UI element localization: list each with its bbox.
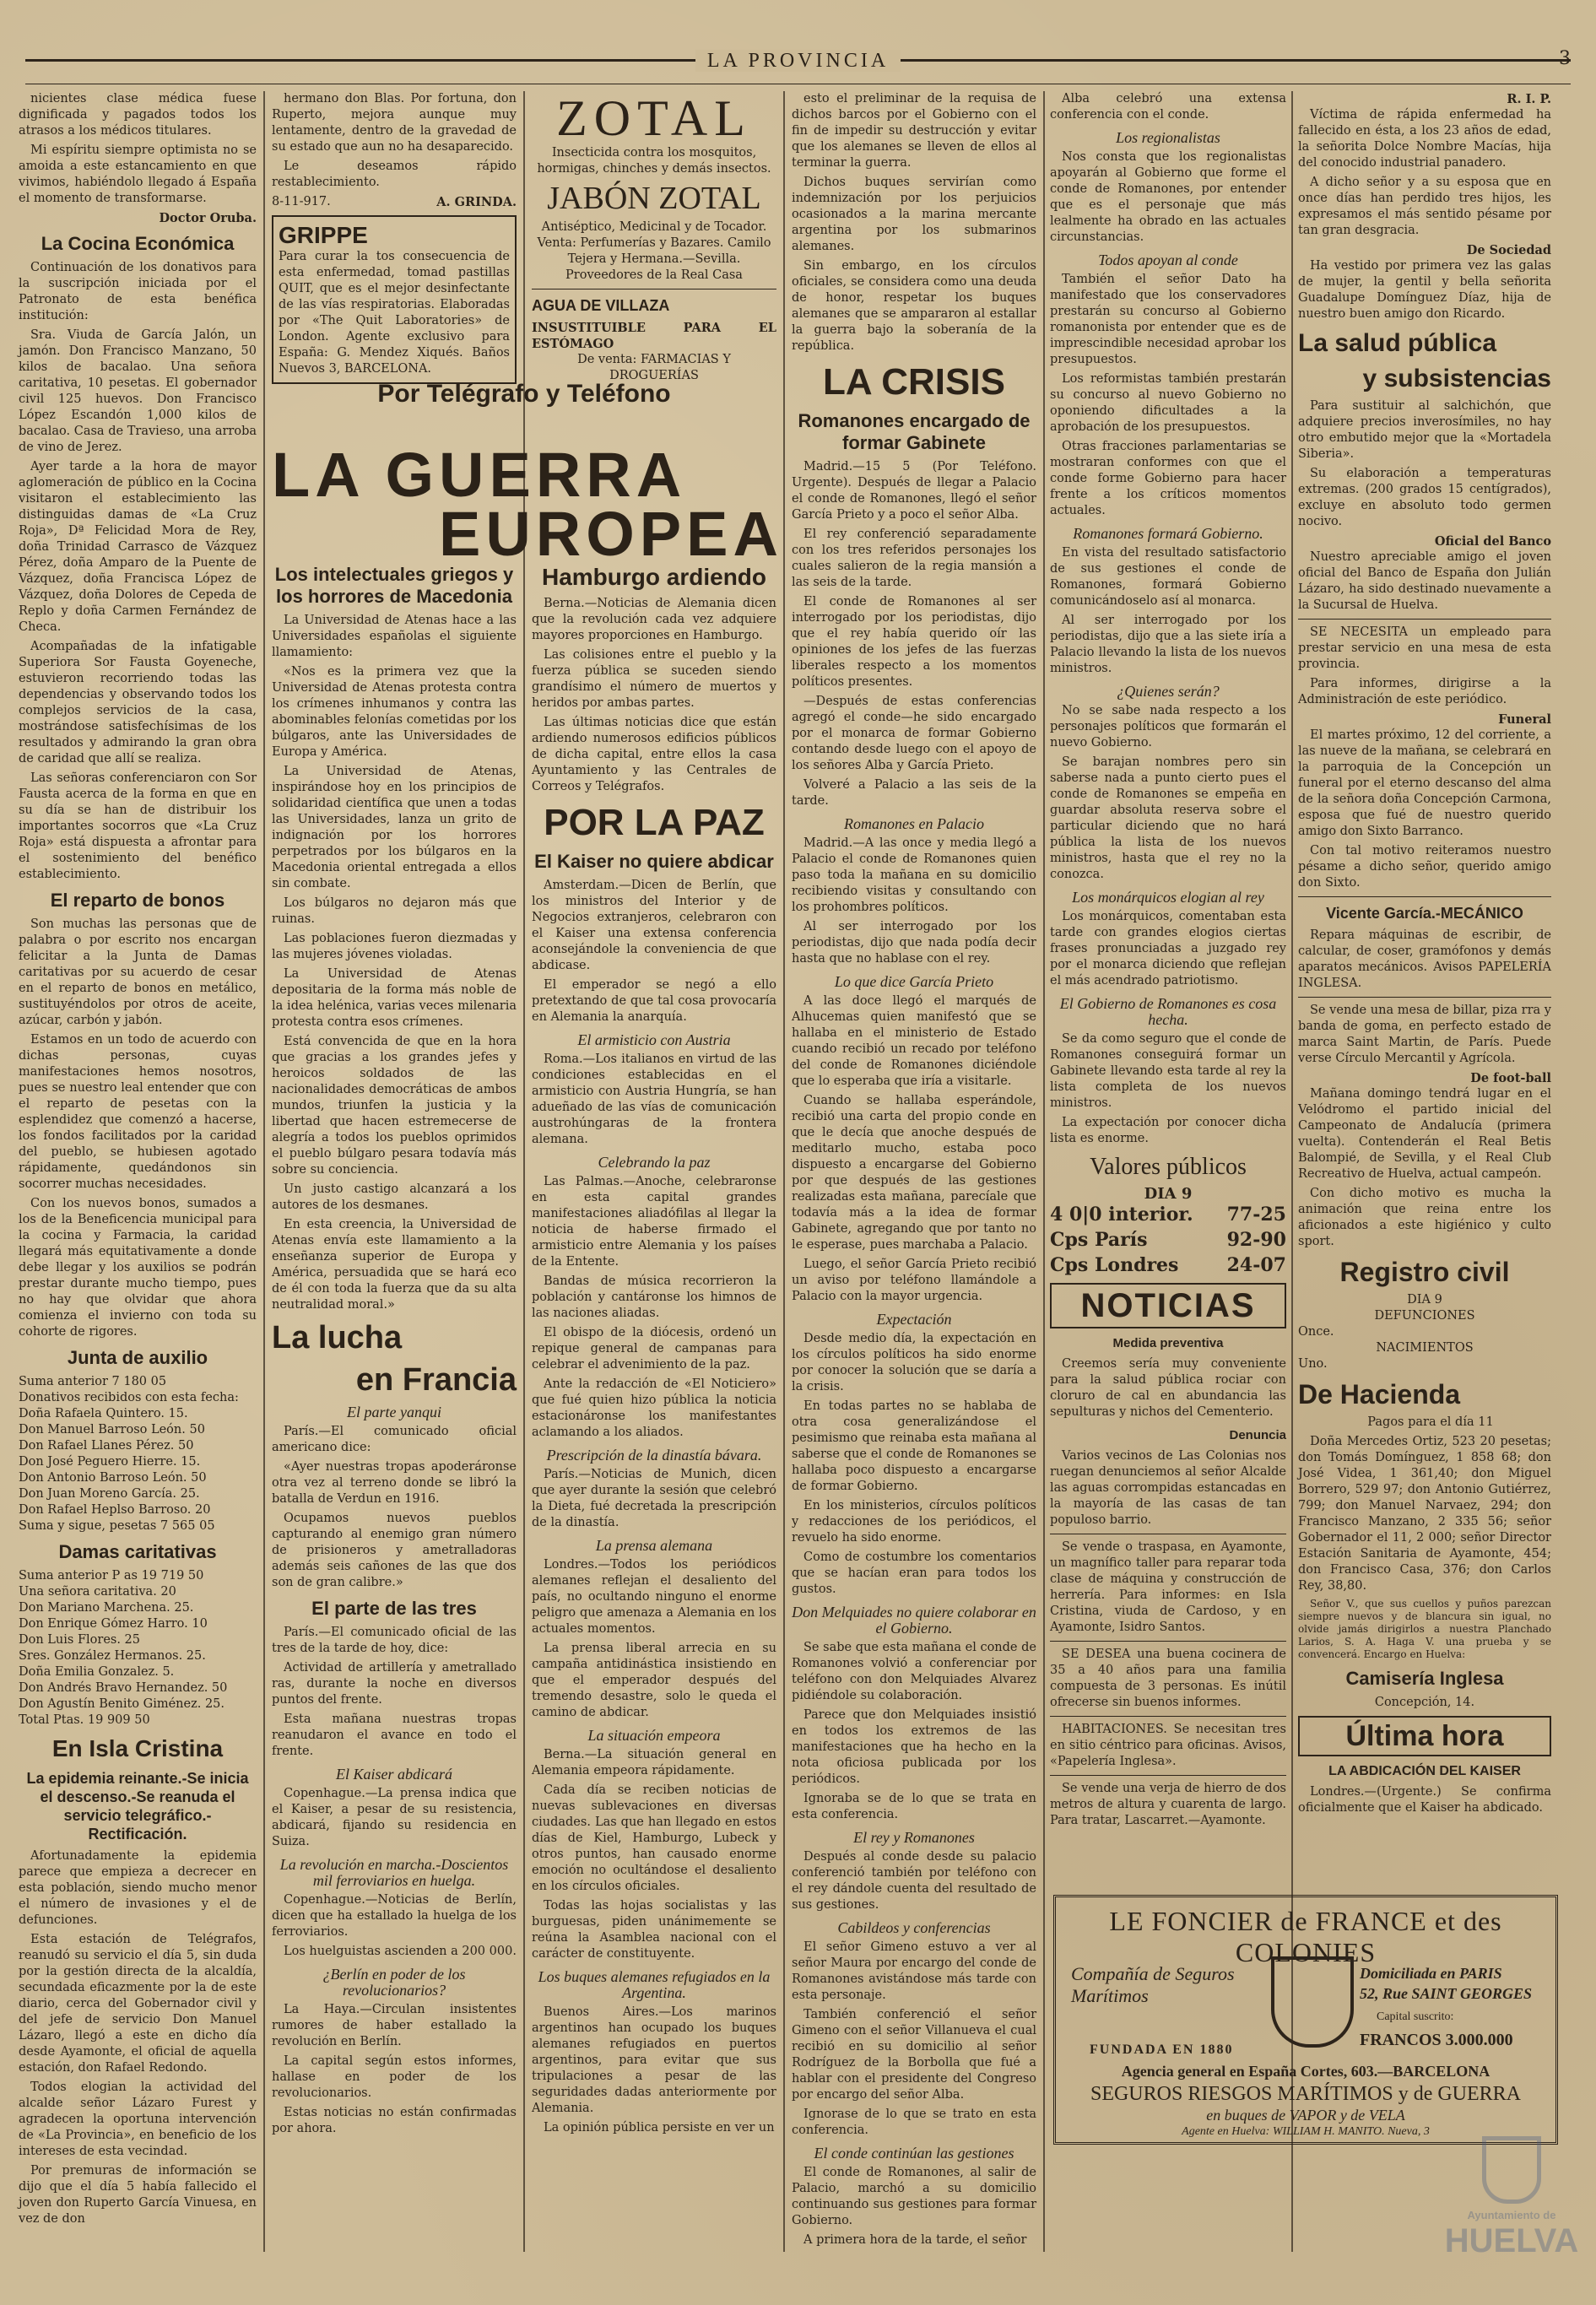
watermark-text: HUELVA xyxy=(1444,2222,1579,2259)
valores-title: Valores públicos xyxy=(1090,1154,1247,1180)
article-text: Por premuras de información se dijo que el día 5 había fallecido el joven don Ruperto García Vinuesa, en vez de don xyxy=(19,2164,257,2226)
date: 8-11-917. xyxy=(272,195,331,208)
article-text: Doña Mercedes Ortiz, 523 20 pesetas; don Tomás Domínguez, 1 858 68; don José Videa, 1 361,40; don Miguel Borrero, 529 97; don Antonio Gutiérrez, 799; don Manuel Narvaez, 294; don Francisco Manzano, 2 335 56; señor Gobernador el 11, 2 000; señor Director Estación Sanitaria de Ayamonte, 454; don Francisco Casa, 376; don Carlos Rey, 38,80. xyxy=(1298,1435,1551,1593)
article-text: Cada día se reciben noticias de nuevas sublevaciones en diversas ciudades. Las que han llegado en estos días de Kiel, Hamburgo, Lubeck y otros puntos, han causado enorme emoción no ocultándose el desaliento en los círculos oficiales. xyxy=(532,1783,776,1893)
list-item: Don Andrés Bravo Hernandez. 50 xyxy=(19,1681,228,1695)
ad-text: FUNDADA EN 1880 xyxy=(1090,2043,1234,2057)
subheadline: El armisticio con Austria xyxy=(577,1031,731,1048)
article-text: Mañana domingo tendrá lugar en el Velódromo el partido inicial del Campeonato de Andalucía (primera vuelta). Contenderán el Real Betis Balompié, de Sevilla, y el Real Club Recreativo de Huelva, actual campeón. xyxy=(1298,1087,1551,1181)
headline: Junta de auxilio xyxy=(67,1347,208,1368)
page-number: 3 xyxy=(1559,48,1571,69)
subheadline: ¿Berlín en poder de los revolucionarios? xyxy=(322,1966,466,1999)
article-text: Ocupamos nuevos pueblos capturando al enemigo gran número de prisioneros y ametralladoras además seis cañones de las que dos son de gran calibre.» xyxy=(272,1512,517,1589)
article-text: En todas partes no se hablaba de otra cosa generalizándose el pesimismo que reinaba esta mañana al saberse que el conde de Romanones se hallaba poco dispuesto a encargarse de formar Gobierno. xyxy=(792,1399,1036,1493)
article-text: Pagos para el día 11 xyxy=(1367,1415,1494,1429)
article-text: Nos consta que los regionalistas apoyarán al Gobierno que forme el conde de Romanones, por entender que es el personaje que más lealmente ha obrado en las actuales circunstancias. xyxy=(1050,150,1286,244)
classified-ad: Para informes, dirigirse a la Administración de este periódico. xyxy=(1298,677,1551,706)
ultima-hora-box xyxy=(1298,1716,1551,1756)
subheadline: La prensa alemana xyxy=(595,1537,713,1554)
article-text: Copenhague.—Noticias de Berlín, dicen que ha estallado la huelga de los ferroviarios. xyxy=(272,1893,517,1939)
headline: Oficial del Banco xyxy=(1434,534,1551,549)
subheadline: Romanones formará Gobierno. xyxy=(1073,525,1263,542)
article-text: Para sustituir al salchichón, que adquiere precios inverosímiles, no hay otro embutido mejor que la «Mortadela Siberia». xyxy=(1298,399,1551,461)
paper-name: LA PROVINCIA xyxy=(695,50,901,72)
article-text: Continuación de los donativos para la suscripción iniciada por el Patronato de esta benéfica institución: xyxy=(19,261,257,322)
article-text: Con dicho motivo es mucha la animación que reina entre los aficionados a este higiénico y culto sport. xyxy=(1298,1187,1551,1248)
article-text: Las señoras conferenciaron con Sor Fausta acerca de la forma en que en su día se han de distribuir los importantes socorros que «La Cruz Roja» está dispuesta a afrontar para el sostenimiento del benéfico establecimiento. xyxy=(19,771,257,881)
section-title: Por Telégrafo y Teléfono xyxy=(377,380,671,408)
column-rule xyxy=(1043,91,1045,2252)
subheadline: Cabildeos y conferencias xyxy=(837,1919,991,1936)
headline: Los intelectuales griegos y los horrores de Macedonia xyxy=(274,564,514,607)
article-text: Los huelguistas ascienden a 200 000. xyxy=(284,1945,517,1958)
headline: Camisería Inglesa xyxy=(1345,1668,1504,1689)
article-text: Varios vecinos de Las Colonias nos ruegan denunciemos al señor Alcalde las aguas corrompidas estancadas en la mayoría de las casas de tan populoso barrio. xyxy=(1050,1449,1286,1527)
column-1 xyxy=(19,91,257,2252)
table-cell: Cps Londres xyxy=(1050,1254,1179,1276)
article-text: Ha vestido por primera vez las galas de mujer, la gentil y bella señorita Guadalupe Domínguez Díaz, hija de nuestro buen amigo don Ricardo. xyxy=(1298,259,1551,321)
article-text: Berna.—Noticias de Alemania dicen que la revolución cada vez adquiere mayores proporciones en Hamburgo. xyxy=(532,597,776,642)
article-text: A las doce llegó el marqués de Alhucemas quien manifestó que se hallaba en el ministerio de Estado cuando recibió un recado por teléfono del conde de Romanones diciéndole que lo esperaba que iría a visitarle. xyxy=(792,994,1036,1088)
article-text: Berna.—La situación general en Alemania empeora rápidamente. xyxy=(532,1748,776,1777)
article-text: El martes próximo, 12 del corriente, a las nueve de la mañana, se celebrará en la parroquia de la Concepción un funeral por el eterno descanso del alma de la señora doña Concepción Carmona, esposa que fué de nuestro querido amigo don Sixto Barranco. xyxy=(1298,728,1551,838)
article-text: Madrid.—15 5 (Por Teléfono. Urgente). Después de llegar a Palacio el conde de Romanones, llegó el señor García Prieto y a poco el señor Alba. xyxy=(792,460,1036,522)
column-3 xyxy=(532,557,776,2245)
table-row xyxy=(1050,1202,1286,1227)
article-text: París.—Noticias de Munich, dicen que ayer durante la sesión que celebró la Dieta, fué decretada la prescripción de la dinastía. xyxy=(532,1468,776,1529)
article-text: Con los nuevos bonos, sumados a los de la Beneficencia municipal para la cocina y Farmacia, la caridad llegará más equitativamente a donde debe llegar y los auxilios se podrán prestar durante mucho tiempo, pues no hay que olvidar que ahora comienza el invierno con toda su cohorte de rigores. xyxy=(19,1197,257,1339)
article-text: Al ser interrogado por los periodistas, dijo que a las siete iría a Palacio llevando la lista de los nuevos ministros. xyxy=(1050,614,1286,675)
article-text: El conde de Romanones al ser interrogado por los periodistas, dijo que el rey había querido oír las opiniones de los jefes de las fuerzas liberales respecto a los momentos políticos presentes. xyxy=(792,595,1036,689)
villaza-brand: AGUA DE VILLAZA xyxy=(532,297,670,314)
article-text: Los monárquicos, comentaban esta tarde con grandes elogios ciertas frases pronunciadas a juzgado rey por el monarca diciendo que reflejan el más acendrado patriotismo. xyxy=(1050,910,1286,987)
article-text: La prensa liberal arrecia en su campaña antidinástica insistiendo en que el emperador después del tremendo desastre, solo le queda el camino de abdicar. xyxy=(532,1642,776,1719)
subheadline: El Kaiser abdicará xyxy=(336,1766,452,1783)
headline: De Hacienda xyxy=(1298,1379,1461,1410)
classified-ad: Señor V., que sus cuellos y puños parezcan siempre nuevos y de blancura sin igual, no olvide jamás dirigirlos a nuestra Planchado Larios, S. A. Haga V. una prueba y se convencerá. Encargo en Huelva: xyxy=(1298,1598,1551,1660)
subheadline: El conde continúan las gestiones xyxy=(814,2145,1014,2162)
classified-ad: HABITACIONES. Se necesitan tres en sitio céntrico para oficinas. Avisos, «Papelería Inglesa». xyxy=(1050,1723,1286,1768)
article-text: Son muchas las personas que de palabra o por escrito nos encargan felicitar a la Junta de Damas caritativas por su acuerdo de cesar en el reparto de bonos en metálico, sustituyéndolos por otros de aceite, azúcar, carbón y jabón. xyxy=(19,917,257,1027)
valores-table xyxy=(1050,1202,1286,1278)
article-text: A dicho señor y a su esposa que en once días han perdido tres hijos, les expresamos el más sentido pésame por tan gran desgracia. xyxy=(1298,176,1551,237)
article-text: El obispo de la diócesis, ordenó un repique general de campanas para celebrar el advenimiento de la paz. xyxy=(532,1326,776,1372)
list-item: Una señora caritativa. 20 xyxy=(19,1585,176,1599)
list-item: Don Antonio Barroso León. 50 xyxy=(19,1471,207,1485)
registro-value: Uno. xyxy=(1298,1357,1328,1371)
ad-text: 52, Rue SAINT GEORGES xyxy=(1360,1985,1533,2002)
article-text: esto el preliminar de la requisa de dichos barcos por el Gobierno con el fin de impedir su destrucción y evitar que los alemanes se lleven de ellos al terminar la guerra. xyxy=(792,92,1036,170)
ad-text: Compañía de Seguros Marítimos xyxy=(1071,1963,1235,2006)
column-3-top xyxy=(532,90,776,382)
article-text: La capital según estos informes, hallase en poder de los revolucionarios. xyxy=(272,2054,517,2100)
subheadline: Los monárquicos elogian al rey xyxy=(1072,889,1264,906)
subheadline: Don Melquiades no quiere colaborar en el Gobierno. xyxy=(792,1604,1036,1637)
article-text: Ante la redacción de «El Noticiero» que fué quien hizo pública la noticia estacionáronse los manifestantes aclamando a los aliados. xyxy=(532,1377,776,1439)
article-text: Cuando se hallaba esperándole, recibió una carta del propio conde en que le decía que anoche después de meditarlo mucho, estaba poco dispuesto a encargarse del Gobierno por que después de las gestiones realizadas esta mañana, parecíale que todavía más a la idea de formar Gabinete, agregando que por tanto no le esperase, pues marchaba a Palacio. xyxy=(792,1094,1036,1252)
ad-text: Agente en Huelva: WILLIAM H. MANITO. Nueva, 3 xyxy=(1182,2125,1430,2138)
subheadline: El parte yanqui xyxy=(347,1404,441,1420)
registro-value: Once. xyxy=(1298,1325,1334,1339)
article-text: Creemos sería muy conveniente para la salud pública rociar con cloruro de cal en abundancia las sepulturas y nichos del Cementerio. xyxy=(1050,1357,1286,1419)
ad-text: Capital suscrito: xyxy=(1377,2010,1454,2023)
classified-ad: Se vende o traspasa, en Ayamonte, un magnífico taller para reparar toda clase de máquina y construcción de herrería. Para informes: en Isla Cristina, viuda de Cardoso, y en Ayamonte, Isidro Santos. xyxy=(1050,1540,1286,1634)
classified-ad: Se vende una verja de hierro de dos metros de altura y cuarenta de largo. Para tratar, Lascarret.—Ayamonte. xyxy=(1050,1782,1286,1827)
table-cell: 77-25 xyxy=(1226,1204,1286,1226)
subheadline: Todos apoyan al conde xyxy=(1098,252,1238,268)
headline: El parte de las tres xyxy=(311,1598,477,1619)
article-text: Ignorase de lo que se trato en esta conferencia. xyxy=(792,2108,1036,2137)
article-text: Los búlgaros no dejaron más que ruinas. xyxy=(272,896,517,926)
list-item: Sres. González Hermanos. 25. xyxy=(19,1649,206,1663)
ad-text: INSUSTITUIBLE PARA EL ESTÓMAGO xyxy=(532,321,776,351)
article-text: Las últimas noticias dice que están ardiendo numerosos edificios públicos de dicha capital, entre ellos la casa Ayuntamiento y las Centrales de Correos y Telégrafos. xyxy=(532,716,776,793)
junta-list xyxy=(19,1374,257,1534)
jabon-brand: JABÓN ZOTAL xyxy=(547,181,761,216)
article-text: Londres.—(Urgente.) Se confirma oficialmente que el Kaiser ha abdicado. xyxy=(1298,1785,1551,1815)
foncier-ad xyxy=(1053,1895,1558,2145)
article-text: Sin embargo, en los círculos oficiales, se considera como una deuda de honor, respetar los buques alemanes que se ampararon al estallar la guerra bajo la soberanía de la república. xyxy=(792,259,1036,353)
article-text: Luego, el señor García Prieto recibió un aviso por teléfono llamándole a Palacio con la mayor urgencia. xyxy=(792,1258,1036,1303)
headline: NOTICIAS xyxy=(1080,1287,1256,1324)
article-text: Las colisiones entre el pueblo y la fuerza pública se suceden siendo grandísimo el número de muertos y heridos por ambas partes. xyxy=(532,648,776,710)
ad-text: De venta: FARMACIAS Y DROGUERÍAS xyxy=(577,353,731,382)
article-text: Esta mañana nuestras tropas reanudaron el avance en todo el frente. xyxy=(272,1713,517,1758)
article-text: El conde de Romanones, al salir de Palacio, marchó a su domicilio continuando sus gestiones para formar Gobierno. xyxy=(792,2166,1036,2227)
subheadline: La revolución en marcha.-Doscientos mil ferroviarios en huelga. xyxy=(279,1856,509,1889)
subheadline: Expectación xyxy=(876,1311,952,1328)
article-text: —Después de estas conferencias agregó el conde—he sido encargado por el monarca de formar Gobierno contando desde luego con el apoyo de los señores Alba y García Prieto. xyxy=(792,695,1036,772)
headline: La lucha xyxy=(272,1320,403,1355)
column-rule xyxy=(523,91,525,2252)
article-text: La Haya.—Circulan insistentes rumores de haber estallado la revolución en Berlín. xyxy=(272,2003,517,2048)
list-item: Suma y sigue, pesetas 7 565 05 xyxy=(19,1519,215,1533)
article-text: Amsterdam.—Dicen de Berlín, que los ministros del Interior y de Negocios extranjeros, celebraron con el Kaiser una extensa conferencia aconsejándole la conveniencia de que abdicase. xyxy=(532,879,776,972)
article-text: Nuestro apreciable amigo el joven oficial del Banco de España don Julián Lázaro, ha sido destinado nuevamente a la Sucursal de Huelva. xyxy=(1298,550,1551,612)
list-item: Doña Rafaela Quintero. 15. xyxy=(19,1407,188,1420)
watermark-text: Ayuntamiento de xyxy=(1467,2209,1556,2221)
article-text: Desde medio día, la expectación en los círculos políticos ha sido enorme por conocer la solución que se daría a la crisis. xyxy=(792,1332,1036,1393)
table-row xyxy=(1050,1227,1286,1253)
ad-title: GRIPPE xyxy=(279,222,368,248)
list-item: Don Agustín Benito Giménez. 25. xyxy=(19,1697,225,1711)
ad-text: SEGUROS RIESGOS MARÍTIMOS y de GUERRA xyxy=(1090,2083,1522,2105)
article-text: Al ser interrogado por los periodistas, dijo que nada podía decir hasta que no hablase con el rey. xyxy=(792,920,1036,966)
list-item: Don Rafael Heplso Barroso. 20 xyxy=(19,1503,211,1517)
headline: R. I. P. xyxy=(1507,92,1551,106)
article-text: Todos elogian la actividad del alcalde señor Lázaro Furest y agradecen la oportuna intervención de «La Provincia», en beneficio de los intereses de esta vecindad. xyxy=(19,2080,257,2158)
headline: Última hora xyxy=(1345,1720,1504,1752)
article-text: También conferenció el señor Gimeno con el señor Villanueva el cual recibió en su domicilio al señor Rodríguez de la Borbolla que fué a hablar con el presidente del Congreso por encargo del señor Alba. xyxy=(792,2008,1036,2102)
article-text: El emperador se negó a ello pretextando de que tal cosa provocaría en Alemania la anarquía. xyxy=(532,978,776,1024)
list-item: Don Rafael Llanes Pérez. 50 xyxy=(19,1439,194,1453)
article-text: Se da como seguro que el conde de Romanones conseguirá formar un Gabinete llevando esta tarde al rey la lista completa de los nuevos ministros. xyxy=(1050,1032,1286,1110)
article-text: Dichos buques servirían como indemnización por los perjuicios ocasionados a la marina mercante argentina por los submarinos alemanes. xyxy=(792,176,1036,253)
article-text: Parece que don Melquiades insistió en todos los extremos de las manifestaciones que ha hecho en la nota oficiosa publicada por los periódicos. xyxy=(792,1708,1036,1786)
article-text: Madrid.—A las once y media llegó a Palacio el conde de Romanones quien paso toda la mañana en su domicilio recibiendo visitas y consultando con los prohombres políticos. xyxy=(792,836,1036,914)
article-text: Estamos en un todo de acuerdo con dichas personas, cuyas manifestaciones hemos nosotros, pues se nuestro leal entender que con el reparto de pesetas con la esplendidez que comenzó a hacerse, los fondos facilitados por la caridad del pueblo, se hubiesen agotado rápidamente, quedándonos sin socorrer muchas necesidades. xyxy=(19,1033,257,1191)
registro-day: DIA 9 xyxy=(1407,1293,1442,1307)
article-text: La expectación por conocer dicha lista es enorme. xyxy=(1050,1116,1286,1145)
list-item: Don Juan Moreno García. 25. xyxy=(19,1487,200,1501)
damas-list xyxy=(19,1568,257,1729)
article-text: Un justo castigo alcanzará a los autores de los desmanes. xyxy=(272,1182,517,1212)
article-text: Las poblaciones fueron diezmadas y las mujeres jóvenes violadas. xyxy=(272,932,517,961)
headline: LA CRISIS xyxy=(823,361,1005,403)
headline: El reparto de bonos xyxy=(50,890,225,911)
list-item: Total Ptas. 19 909 50 xyxy=(19,1713,150,1727)
list-item: Suma anterior P as 19 719 50 xyxy=(19,1569,204,1583)
signature: A. GRINDA. xyxy=(436,195,517,209)
list-item: Don José Peguero Hierre. 15. xyxy=(19,1455,201,1469)
headline: De Sociedad xyxy=(1466,243,1551,257)
article-text: Mi espíritu siempre optimista no se amoida a este estancamiento en que vivimos, habiéndolo llegado á España el momento de transformarse. xyxy=(19,143,257,205)
table-row xyxy=(1050,1253,1286,1278)
subheadline: El rey y Romanones xyxy=(853,1829,975,1846)
subheadline: ¿Quienes serán? xyxy=(1117,683,1220,700)
headline: La salud pública xyxy=(1298,329,1497,357)
subheadline: La epidemia reinante.-Se inicia el descenso.-Se reanuda el servicio telegráfico.-Rectificación. xyxy=(26,1770,249,1842)
headline: Damas caritativas xyxy=(58,1541,217,1562)
article-text: En vista del resultado satisfactorio de sus gestiones el conde de Romanones, formará Gobierno comunicándoselo así al monarca. xyxy=(1050,546,1286,608)
article-text: El rey conferenció separadamente con los tres referidos personajes los cuales salieron de la regia mansión a las seis de la tarde. xyxy=(792,528,1036,589)
article-text: Bandas de música recorrieron la población y cantáronse los himnos de las naciones aliadas. xyxy=(532,1274,776,1320)
article-text: Buenos Aires.—Los marinos argentinos han ocupado los buques alemanes refugiados en puertos argentinos, para evitar que sus tripulaciones a pesar de las seguridades dadas anteriormente por Alemania. xyxy=(532,2005,776,2115)
article-text: Acompañadas de la infatigable Superiora Sor Fausta Goyeneche, estuvieron recorriendo todas las dependencias y observando todos los complejos servicios de la casa, mostrándose satisfechísimas de los resultados y admirando la gran obra de caridad que allí se realiza. xyxy=(19,640,257,766)
subheadline: Los buques alemanes refugiados en la Argentina. xyxy=(538,1968,771,2001)
ad-text: Para curar la tos consecuencia de esta enfermedad, tomad pastillas QUIT, que es el mejor desinfectante de las vías respiratorias. Elaboradas por «The Quit Laboratories» de London. Agente exclusivo para España: G. Mendez Xiqués. Baños Nuevos 3, BARCELONA. xyxy=(279,250,510,376)
list-item: Donativos recibidos con esta fecha: xyxy=(19,1391,239,1404)
headline: Denuncia xyxy=(1229,1428,1286,1442)
article-text: El señor Gimeno estuvo a ver al señor Maura por encargo del conde de Romanones avistándose más tarde con esta personaje. xyxy=(792,1940,1036,2002)
ad-text: Antiséptico, Medicinal y de Tocador. Venta: Perfumerías y Bazares. Camilo Tejera y Hermana.—Sevilla. Proveedores de la Real Casa xyxy=(537,220,771,282)
table-cell: 92-90 xyxy=(1226,1229,1286,1251)
headline: La Cocina Económica xyxy=(41,233,235,254)
ad-text: FRANCOS 3.000.000 xyxy=(1360,2031,1513,2049)
list-item: Don Luis Flores. 25 xyxy=(19,1633,141,1647)
classified-ad: SE DESEA una buena cocinera de 35 a 40 años para una familia compuesta de 3 personas. Es inútil ofrecerse sin buenos informes. xyxy=(1050,1648,1286,1709)
article-text: Se sabe que esta mañana el conde de Romanones volvió a conferenciar por teléfono con don Melquiades Alvarez pidiéndole su colaboración. xyxy=(792,1641,1036,1702)
article-text: Está convencida de que en la hora que gracias a los grandes jefes y heroicos soldados de las nacionalidades democráticas de ambos mundos, triunfen la justicia y la libertad que hacen estremecerse de alegría a todos los pueblos oprimidos el pueblo búlgaro pesara todavía más sobre su conciencia. xyxy=(272,1035,517,1177)
column-2-top xyxy=(272,91,517,376)
article-text: Víctima de rápida enfermedad ha fallecido en ésta, a los 23 años de edad, la señorita Dolce Nombre Macías, hija del conocido industrial panadero. xyxy=(1298,108,1551,170)
article-text: Roma.—Los italianos en virtud de las condiciones establecidas en el armisticio con Austria Hungría, se han adueñado de las vías de comunicación austrohúngaras de la frontera alemana. xyxy=(532,1052,776,1146)
article-text: Las Palmas.—Anoche, celebraronse en esta capital grandes manifestaciones aliadófilas al llegar la noticia de haberse firmado el armisticio entre Alemania y los países de la Entente. xyxy=(532,1175,776,1269)
subheadline: Prescripción de la dinastía bávara. xyxy=(546,1447,762,1464)
article-text: La Universidad de Atenas, inspirándose hoy en los principios de solidaridad científica que unen a todas las Universidades, lanza un grito de indignación por los horrores perpetrados por los búlgaros en la Macedonia oriental entregada a ellos sin combate. xyxy=(272,765,517,890)
ad-text: en buques de VAPOR y de VELA xyxy=(1206,2107,1405,2124)
article-text: Ayer tarde a la hora de mayor aglomeración de público en la Cocina visitaron el establecimiento las distinguidas damas de «La Cruz Roja», Dª Felicidad Mora de Rey, doña Trinidad Carrasco de Vázquez Pérez, doña Amparo de la Puente de Vázquez, doña Francisca López de Vázquez, doña Dolores de Cepeda de Replo y doña Carmen Fernández de Checa. xyxy=(19,460,257,634)
archive-watermark xyxy=(1444,2136,1579,2288)
ad-title: Vicente García.-MECÁNICO xyxy=(1326,905,1523,922)
article-text: Volveré a Palacio a las seis de la tarde. xyxy=(792,778,1036,808)
war-headline-1: LA GUERRA xyxy=(272,440,687,510)
article-text: Londres.—Todos los periódicos alemanes reflejan el desaliento del país, no ocultando ninguno el enorme peligro que amenaza a Alemania en los actuales momentos. xyxy=(532,1558,776,1636)
subheadline: Celebrando la paz xyxy=(598,1154,711,1171)
list-item: Don Enrique Gómez Harro. 10 xyxy=(19,1617,208,1631)
article-text: También el señor Dato ha manifestado que los conservadores prestarán su concurso al Gobierno romanonista por entender que es de imprescindible necesidad aprobar los presupuestos. xyxy=(1050,273,1286,366)
article-text: Esta estación de Telégrafos, reanudó su servicio el día 5, sin duda por la gestión directa de la alcaldía, secundada eficazmente por la de este diario, cerca del Gobernador civil y del jefe de servicio Don Manuel Lázaro, llegó a este en dicho día desde Ayamonte, el oficial de aquella estación, don Rafael Redondo. xyxy=(19,1933,257,2075)
ad-text: Domiciliada en PARIS xyxy=(1360,1965,1502,1982)
article-text: A primera hora de la tarde, el señor xyxy=(803,2233,1027,2247)
subheadline: La situación empeora xyxy=(587,1727,721,1744)
headline: Romanones encargado de formar Gabinete xyxy=(798,410,1031,453)
list-item: Doña Emilia Gonzalez. 5. xyxy=(19,1665,175,1679)
article-text: En esta creencia, la Universidad de Atenas envía este llamamiento a la enseñanza superior de Europa y América, persuadida que se hará eco de él con toda la fuerza que da su alta neutralidad moral.» xyxy=(272,1218,517,1312)
ad-text: Agencia general en España Cortes, 603.—BARCELONA xyxy=(1121,2063,1491,2080)
headline: POR LA PAZ xyxy=(544,802,765,843)
headline: De foot-ball xyxy=(1470,1071,1551,1085)
registro-label: DEFUNCIONES xyxy=(1374,1309,1475,1323)
article-text: Se barajan nombres pero sin saberse nada a punto cierto pues el conde de Romanones se empeña en guardar absoluta reserva sobre el particular diciendo que no hará pública la lista de los nuevos ministros, hasta que el rey no la conozca. xyxy=(1050,755,1286,881)
subheadline: El Gobierno de Romanones es cosa hecha. xyxy=(1059,995,1277,1028)
article-text: Sra. Viuda de García Jalón, un jamón. Don Francisco Manzano, 50 kilos de bacalao. Una señora caritativa, 10 pesetas. El gobernador civil 125 huevos. Don Francisco López Escandón 1,000 kilos de bacalao. Casa de Travieso, una arroba de vino de Jerez. xyxy=(19,328,257,454)
article-text: Actividad de artillería y ametrallado ras, durante la noche en diversos puntos del frente. xyxy=(272,1661,517,1707)
list-item: Suma anterior 7 180 05 xyxy=(19,1375,167,1388)
article-text: La Universidad de Atenas depositaria de la forma más noble de la idea helénica, varias veces milenaria protesta contra esos crímenes. xyxy=(272,967,517,1029)
subheadline: Lo que dice García Prieto xyxy=(834,973,994,990)
subheadline: Romanones en Palacio xyxy=(844,815,984,832)
headline: El Kaiser no quiere abdicar xyxy=(534,851,774,872)
article-text: París.—El comunicado oficial americano dice: xyxy=(272,1425,517,1454)
signature: Doctor Oruba. xyxy=(159,211,257,225)
registro-label: NACIMIENTOS xyxy=(1376,1341,1474,1355)
article-text: Alba celebró una extensa conferencia con el conde. xyxy=(1050,92,1286,122)
headline: En Isla Cristina xyxy=(51,1735,224,1761)
article-text: Con tal motivo reiteramos nuestro pésame a dicho señor, querido amigo don Sixto. xyxy=(1298,844,1551,890)
article-text: Otras fracciones parlamentarias se mostraran conformes con que el conde forme Gobierno para hacer frente a los críticos momentos actuales. xyxy=(1050,440,1286,517)
article-text: La opinión pública persiste en ver un xyxy=(544,2121,775,2135)
list-item: Don Mariano Marchena. 25. xyxy=(19,1601,194,1615)
crest-icon xyxy=(1271,1956,1354,2048)
article-text: Su elaboración a temperaturas extremas. (200 grados 15 centígrados), excluye en absoluto todo germen nocivo. xyxy=(1298,467,1551,528)
subheadline: Los regionalistas xyxy=(1116,129,1220,146)
classified-ad: SE NECESITA un empleado para prestar servicio en una mesa de esta provincia. xyxy=(1298,625,1551,671)
column-rule xyxy=(783,91,785,2252)
headline: Funeral xyxy=(1498,712,1551,727)
column-6 xyxy=(1298,91,1551,1880)
ad-text: Insecticida contra los mosquitos, hormigas, chinches y demás insectos. xyxy=(537,146,771,176)
article-text: París.—El comunicado oficial de las tres de la tarde de hoy, dice: xyxy=(272,1626,517,1655)
table-cell: 24-07 xyxy=(1226,1254,1286,1276)
article-text: Como de costumbre los comentarios que se hacían eran para todos los gustos. xyxy=(792,1550,1036,1596)
table-cell: 4 0|0 interior. xyxy=(1050,1204,1193,1226)
article-text: hermano don Blas. Por fortuna, don Ruperto, mejora aunque muy lentamente, dentro de la gravedad de su estado que aun no ha desaparecido. xyxy=(272,92,517,154)
headline: Hamburgo ardiendo xyxy=(541,564,766,590)
grippe-ad xyxy=(272,215,517,384)
article-text: Estas noticias no están confirmadas por ahora. xyxy=(272,2106,517,2135)
headline: Medida preventiva xyxy=(1112,1336,1224,1350)
classified-ad: Se vende una mesa de billar, piza rra y banda de goma, en perfecto estado de marca Saint Martin, de París. Puede verse Círculo Mercantil y Agrícola. xyxy=(1298,1004,1551,1065)
noticias-box xyxy=(1050,1283,1286,1328)
article-text: Ignoraba se de lo que se trata en esta conferencia. xyxy=(792,1792,1036,1821)
shield-icon xyxy=(1482,2136,1541,2204)
column-2 xyxy=(272,557,517,2245)
classified-ad: Repara máquinas de escribir, de calcular, de coser, gramófonos y demás aparatos mecánicos. Avisos PAPELERÍA INGLESA. xyxy=(1298,928,1551,990)
article-text: «Ayer nuestras tropas apoderáronse otra vez al terreno donde se libró la batalla de Verdun en 1916. xyxy=(272,1460,517,1506)
headline: Registro civil xyxy=(1339,1257,1510,1287)
headline: en Francia xyxy=(355,1362,517,1398)
article-text: La Universidad de Atenas hace a las Universidades españolas el siguiente llamamiento: xyxy=(272,614,517,659)
masthead xyxy=(25,48,1571,84)
article-text: «Nos es la primera vez que la Universidad de Atenas protesta contra los crímenes inhumanos y contra las abominables felonías cometidas por los búlgaros, ante las Universidades de Europa y América. xyxy=(272,665,517,759)
article-text: Le deseamos rápido restablecimiento. xyxy=(272,160,517,189)
headline: LA ABDICACIÓN DEL KAISER xyxy=(1328,1764,1521,1778)
column-rule xyxy=(263,91,265,2252)
war-headline-2: EUROPEA xyxy=(439,499,783,569)
article-text: nicientes clase médica fuese dignificada y pagados todos los atrasos a los médicos titulares. xyxy=(19,92,257,138)
list-item: Don Manuel Barroso León. 50 xyxy=(19,1423,205,1437)
article-text: Afortunadamente la epidemia parece que empieza a decrecer en esta población, siendo mucho menor el número de invasiones y el de defunciones. xyxy=(19,1849,257,1927)
column-4 xyxy=(792,91,1036,2252)
address: Concepción, 14. xyxy=(1374,1696,1475,1709)
article-text: Los reformistas también prestarán su concurso al nuevo Gobierno no oponiendo dificultades a la aprobación de los presupuestos. xyxy=(1050,372,1286,434)
ad-title: LE FONCIER de FRANCE et des COLONIES xyxy=(1109,1906,1502,1967)
zotal-brand: ZOTAL xyxy=(556,90,752,146)
article-text: En los ministerios, círculos políticos y redacciones de los periódicos, el revuelo ha sido enorme. xyxy=(792,1499,1036,1545)
valores-day: DIA 9 xyxy=(1144,1185,1193,1203)
column-5 xyxy=(1050,91,1286,1880)
article-text: Después al conde desde su palacio conferenció también por teléfono con el rey dándole cuenta del resultado de sus gestiones. xyxy=(792,1850,1036,1912)
article-text: No se sabe nada respecto a los personajes políticos que formarán el nuevo Gobierno. xyxy=(1050,704,1286,749)
article-text: Copenhague.—La prensa indica que el Kaiser, a pesar de su resistencia, abdicará, fijando su residencia en Suiza. xyxy=(272,1787,517,1848)
headline: y subsistencias xyxy=(1362,365,1551,392)
article-text: Todas las hojas socialistas y las burguesas, piden unánimemente se reúna la Asamblea nacional con el carácter de constituyente. xyxy=(532,1899,776,1961)
table-cell: Cps París xyxy=(1050,1229,1148,1251)
